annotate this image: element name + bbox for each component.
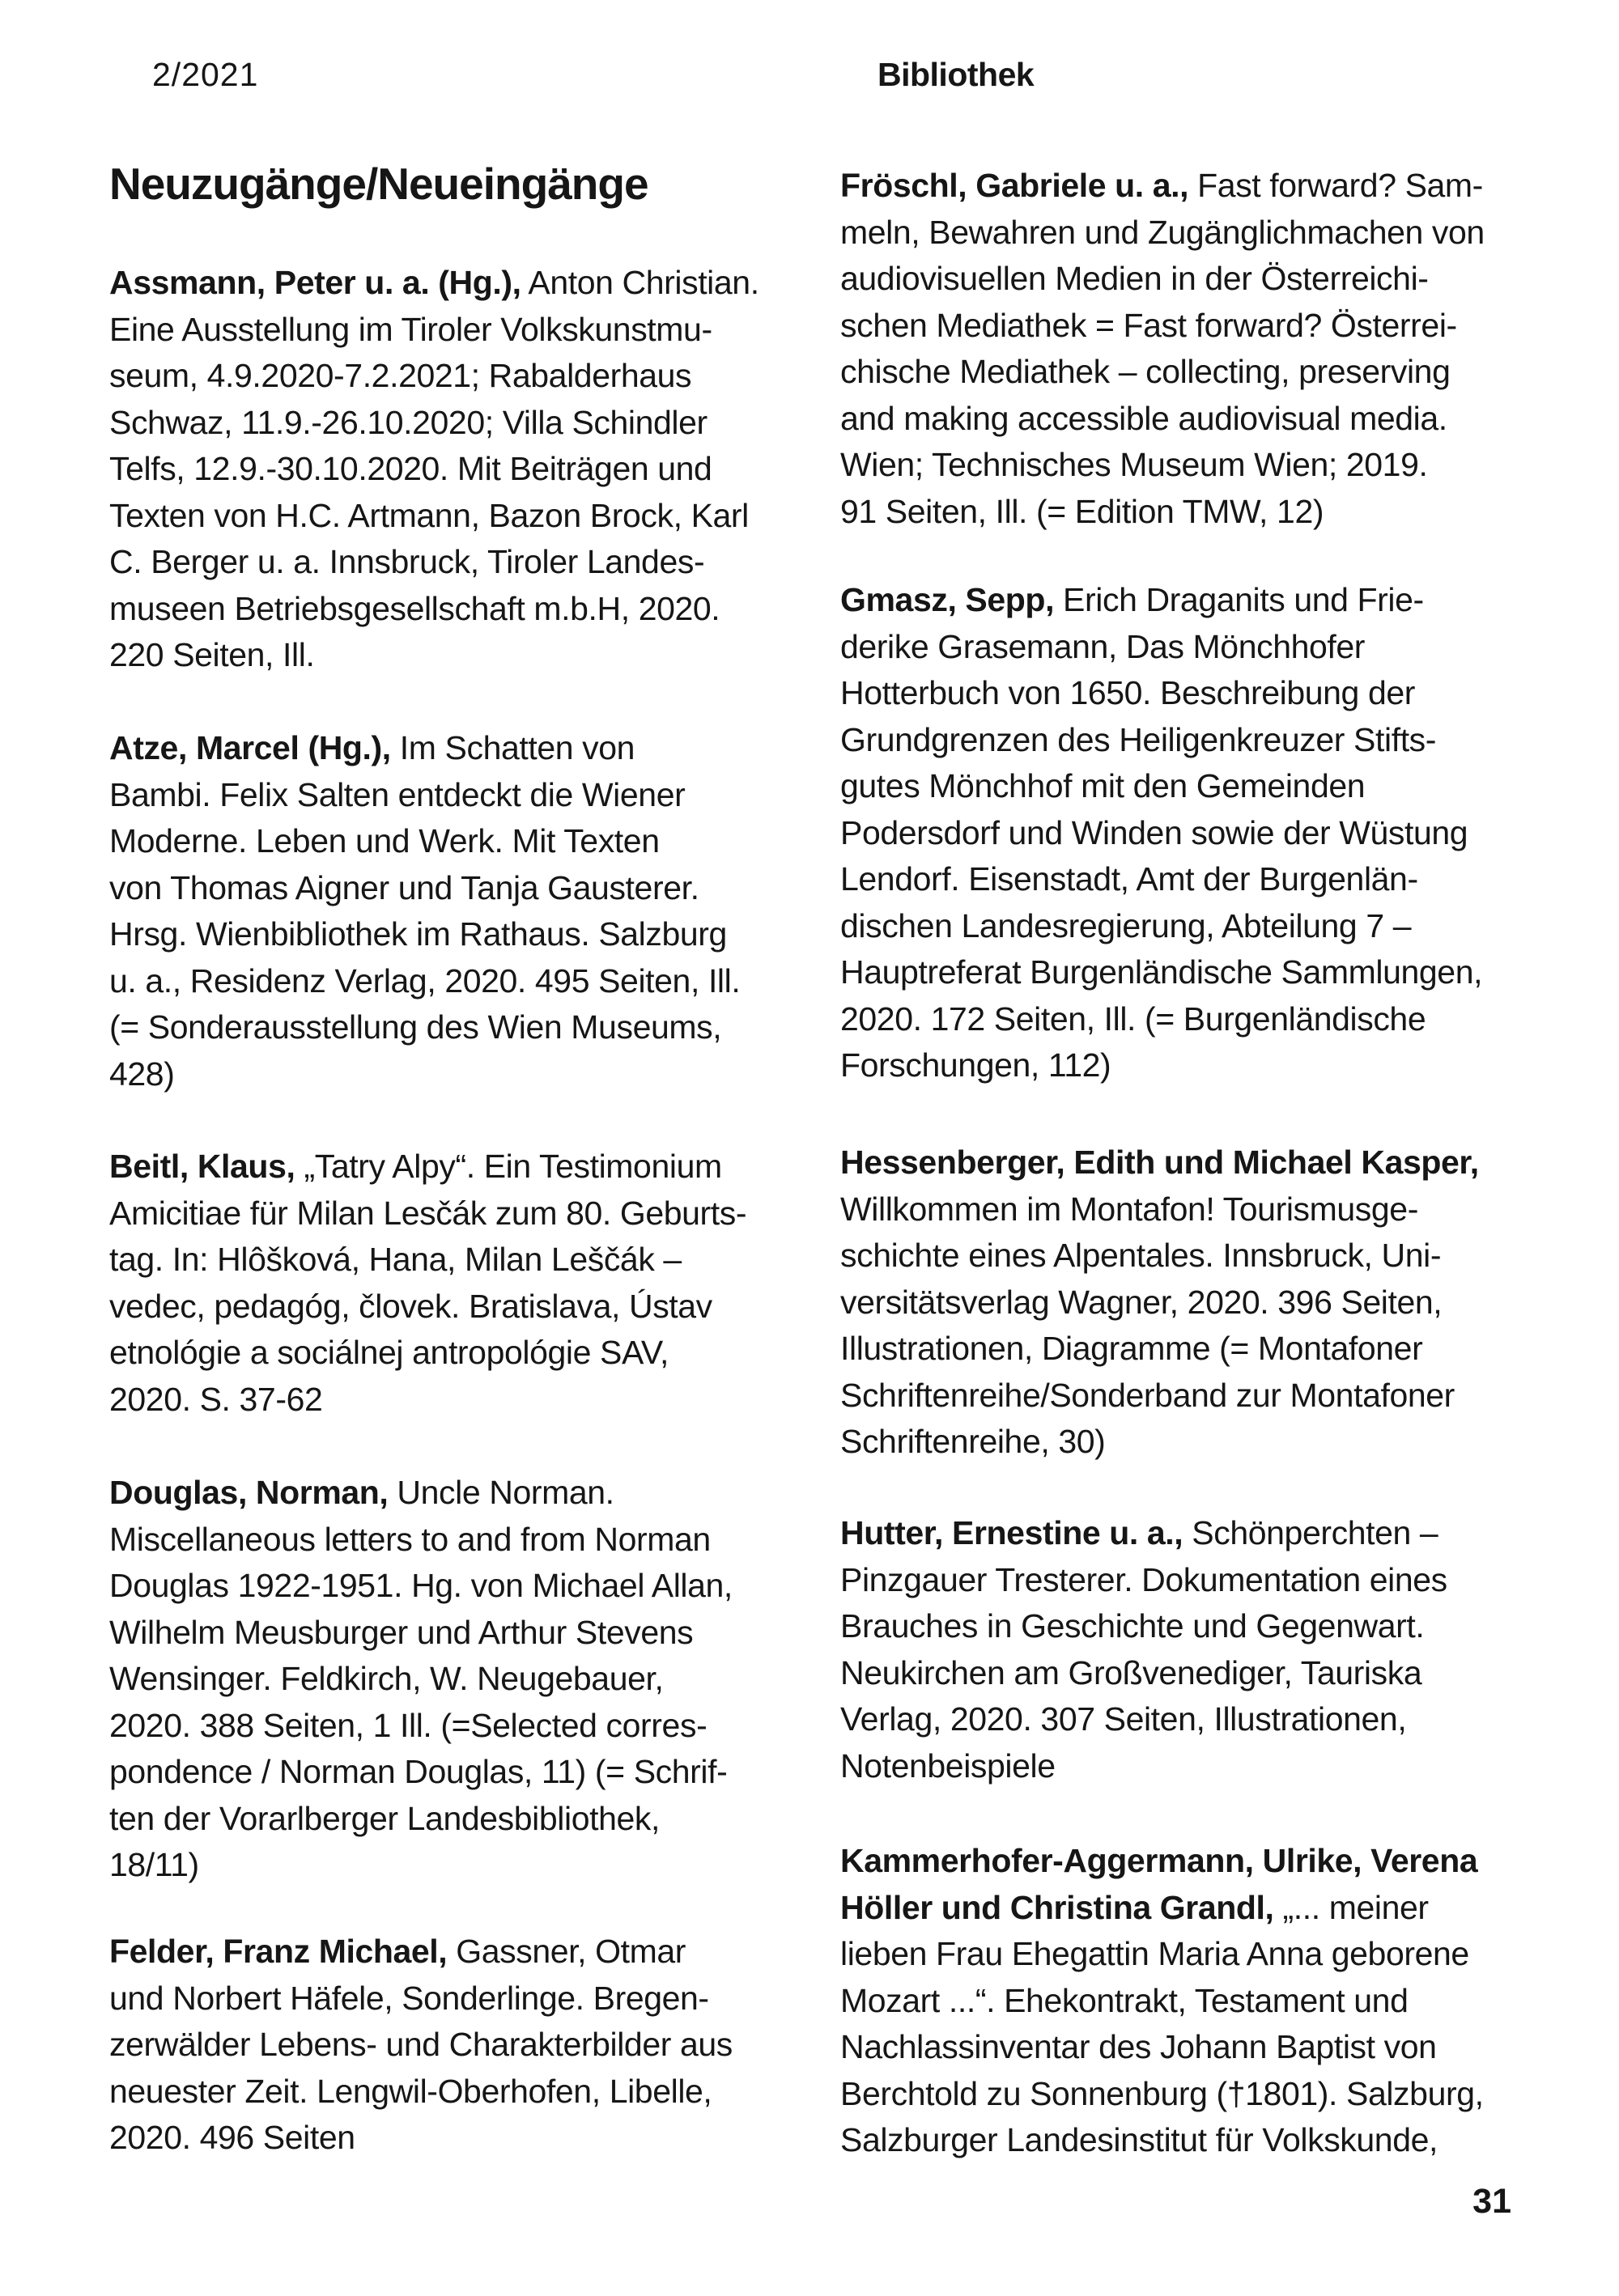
entry-line: Amicitiae für Milan Lesčák zum 80. Geburts- — [109, 1194, 747, 1232]
entry-line: Forschungen, 112) — [840, 1046, 1111, 1084]
entry-line: Neukirchen am Großvenediger, Tauriska — [840, 1653, 1422, 1691]
entry-line: C. Berger u. a. Innsbruck, Tiroler Landes- — [109, 543, 705, 580]
entry-line: Atze, Marcel (Hg.), Im Schatten von — [109, 729, 635, 766]
entry-line: Podersdorf und Winden sowie der Wüstung — [840, 813, 1468, 851]
entry-line: schen Mediathek = Fast forward? Österrei- — [840, 306, 1457, 344]
bibliography-entry-hessenberger — [840, 1140, 1479, 1466]
entry-line: ten der Vorarlberger Landesbibliothek, — [109, 1799, 660, 1837]
entry-line: 2020. 388 Seiten, 1 Ill. (=Selected corres- — [109, 1706, 708, 1744]
bibliography-entry-felder — [109, 1929, 733, 2162]
entry-line: Pinzgauer Tresterer. Dokumentation eines — [840, 1560, 1447, 1598]
entry-line: (= Sonderausstellung des Wien Museums, — [109, 1008, 722, 1046]
entry-line: Berchtold zu Sonnenburg (†1801). Salzburg, — [840, 2074, 1484, 2112]
entry-line: Wensinger. Feldkirch, W. Neugebauer, — [109, 1660, 664, 1697]
bibliography-entry-douglas — [109, 1470, 733, 1889]
entry-line: meln, Bewahren und Zugänglichmachen von — [840, 213, 1485, 251]
entry-line: pondence / Norman Douglas, 11) (= Schrif- — [109, 1753, 728, 1790]
bibliography-entry-beitl — [109, 1144, 746, 1423]
entry-line: Wien; Technisches Museum Wien; 2019. — [840, 446, 1428, 483]
entry-author: Hutter, Ernestine u. a., — [840, 1514, 1183, 1551]
entry-line: Mozart ...“. Ehekontrakt, Testament und — [840, 1981, 1409, 2019]
entry-line: Schwaz, 11.9.-26.10.2020; Villa Schindler — [109, 403, 708, 441]
entry-line: museen Betriebsgesellschaft m.b.H, 2020. — [109, 589, 720, 627]
entry-author: Atze, Marcel (Hg.), — [109, 729, 391, 766]
entry-line: Schriftenreihe/Sonderband zur Montafoner — [840, 1376, 1455, 1414]
entry-line: gutes Mönchhof mit den Gemeinden — [840, 767, 1366, 804]
entry-line: 18/11) — [109, 1846, 199, 1883]
entry-line: Eine Ausstellung im Tiroler Volkskunstmu- — [109, 310, 712, 348]
entry-line: Miscellaneous letters to and from Norman — [109, 1520, 711, 1558]
entry-line: 2020. S. 37-62 — [109, 1380, 323, 1418]
entry-line: Grundgrenzen des Heiligenkreuzer Stifts- — [840, 720, 1437, 758]
entry-line: Fröschl, Gabriele u. a., Fast forward? Sam- — [840, 167, 1483, 204]
entry-line: derike Grasemann, Das Mönchhofer — [840, 627, 1366, 665]
entry-line: etnológie a sociálnej antropológie SAV, — [109, 1334, 669, 1371]
entry-line: Höller und Christina Grandl, „... meiner — [840, 1888, 1429, 1926]
entry-line: Douglas 1922-1951. Hg. von Michael Allan, — [109, 1567, 733, 1604]
entry-line: Notenbeispiele — [840, 1746, 1056, 1785]
entry-author: Assmann, Peter u. a. (Hg.), — [109, 264, 521, 301]
entry-line: Schriftenreihe, 30) — [840, 1423, 1106, 1460]
entry-line: Verlag, 2020. 307 Seiten, Illustrationen, — [840, 1700, 1407, 1738]
entry-line: versitätsverlag Wagner, 2020. 396 Seiten, — [840, 1283, 1443, 1321]
entry-line: Lendorf. Eisenstadt, Amt der Burgenlän- — [840, 860, 1418, 898]
bibliography-entry-kammerhofer — [840, 1838, 1484, 2164]
entry-line — [840, 1838, 1484, 1885]
bibliography-entry-assmann — [109, 260, 759, 679]
entry-text: Anton Christian. — [521, 264, 759, 301]
entry-line: 428) — [109, 1055, 175, 1093]
entry-line: Hrsg. Wienbibliothek im Rathaus. Salzburg — [109, 915, 727, 953]
entry-author: Höller und Christina Grandl, — [840, 1888, 1274, 1926]
entry-author: Fröschl, Gabriele u. a., — [840, 167, 1189, 204]
entry-line: and making accessible audiovisual media. — [840, 399, 1447, 437]
entry-line: chische Mediathek – collecting, preserving — [840, 353, 1451, 390]
running-header-section: Bibliothek — [877, 56, 1035, 93]
entry-line: Bambi. Felix Salten entdeckt die Wiener — [109, 775, 686, 813]
entry-line: Beitl, Klaus, „Tatry Alpy“. Ein Testimonium — [109, 1148, 722, 1185]
entry-line: audiovisuellen Medien in der Österreichi- — [840, 260, 1429, 297]
bibliography-entry-gmasz — [840, 577, 1482, 1089]
entry-line — [109, 260, 759, 307]
entry-line: 2020. 172 Seiten, Ill. (= Burgenländische — [840, 999, 1426, 1038]
entry-line: u. a., Residenz Verlag, 2020. 495 Seiten, Ill. — [109, 961, 741, 999]
entry-line: 91 Seiten, Ill. (= Edition TMW, 12) — [840, 492, 1324, 530]
entry-line: von Thomas Aigner und Tanja Gausterer. — [109, 868, 699, 906]
entry-line: Hutter, Ernestine u. a., Schönperchten – — [840, 1514, 1438, 1551]
entry-line: Texten von H.C. Artmann, Bazon Brock, Karl — [109, 496, 749, 534]
bibliography-entry-froeschl — [840, 163, 1485, 535]
entry-line: 220 Seiten, Ill. — [109, 636, 315, 673]
page-title: Neuzugänge/Neueingänge — [109, 159, 648, 209]
entry-line: lieben Frau Ehegattin Maria Anna geborene — [840, 1935, 1469, 1972]
entry-line: tag. In: Hlôšková, Hana, Milan Leščák – — [109, 1241, 682, 1278]
entry-line: dischen Landesregierung, Abteilung 7 – — [840, 906, 1412, 944]
entry-author: Felder, Franz Michael, — [109, 1933, 448, 1970]
entry-line: seum, 4.9.2020-7.2.2021; Rabalderhaus — [109, 357, 692, 394]
entry-author: Kammerhofer-Aggermann, Ulrike, Verena — [840, 1842, 1478, 1879]
page-number: 31 — [1472, 2182, 1511, 2221]
entry-line — [840, 1140, 1479, 1186]
entry-author: Douglas, Norman, — [109, 1474, 389, 1511]
entry-line: Felder, Franz Michael, Gassner, Otmar — [109, 1933, 686, 1970]
entry-author: Beitl, Klaus, — [109, 1148, 295, 1185]
issue-number: 2/2021 — [152, 56, 259, 93]
entry-line: Telfs, 12.9.-30.10.2020. Mit Beiträgen und — [109, 450, 712, 487]
entry-line: Hotterbuch von 1650. Beschreibung der — [840, 674, 1416, 711]
entry-line: Hauptreferat Burgenländische Sammlungen, — [840, 953, 1483, 991]
entry-line: Willkommen im Montafon! Tourismusge- — [840, 1190, 1418, 1228]
entry-author: Hessenberger, Edith und Michael Kasper, — [840, 1144, 1479, 1181]
entry-line: vedec, pedagóg, človek. Bratislava, Ústav — [109, 1287, 712, 1325]
entry-line: Wilhelm Meusburger und Arthur Stevens — [109, 1613, 694, 1651]
entry-line: Brauches in Geschichte und Gegenwart. — [840, 1607, 1425, 1645]
bibliography-entry-atze — [109, 725, 740, 1097]
entry-line: und Norbert Häfele, Sonderlinge. Bregen- — [109, 1979, 709, 2017]
entry-line: Gmasz, Sepp, Erich Draganits und Frie- — [840, 581, 1424, 618]
entry-line: Salzburger Landesinstitut für Volkskunde, — [840, 2121, 1438, 2158]
entry-line: 2020. 496 Seiten — [109, 2119, 355, 2156]
entry-line: Illustrationen, Diagramme (= Montafoner — [840, 1330, 1423, 1367]
entry-line: Douglas, Norman, Uncle Norman. — [109, 1474, 614, 1511]
entry-line: Moderne. Leben und Werk. Mit Texten — [109, 822, 660, 859]
entry-author: Gmasz, Sepp, — [840, 581, 1055, 618]
bibliography-entry-hutter — [840, 1510, 1447, 1789]
entry-line: Nachlassinventar des Johann Baptist von — [840, 2028, 1437, 2065]
entry-line: zerwälder Lebens- und Charakterbilder aus — [109, 2026, 733, 2063]
entry-line: neuester Zeit. Lengwil-Oberhofen, Libelle, — [109, 2072, 712, 2110]
entry-line: schichte eines Alpentales. Innsbruck, Uni- — [840, 1237, 1442, 1274]
